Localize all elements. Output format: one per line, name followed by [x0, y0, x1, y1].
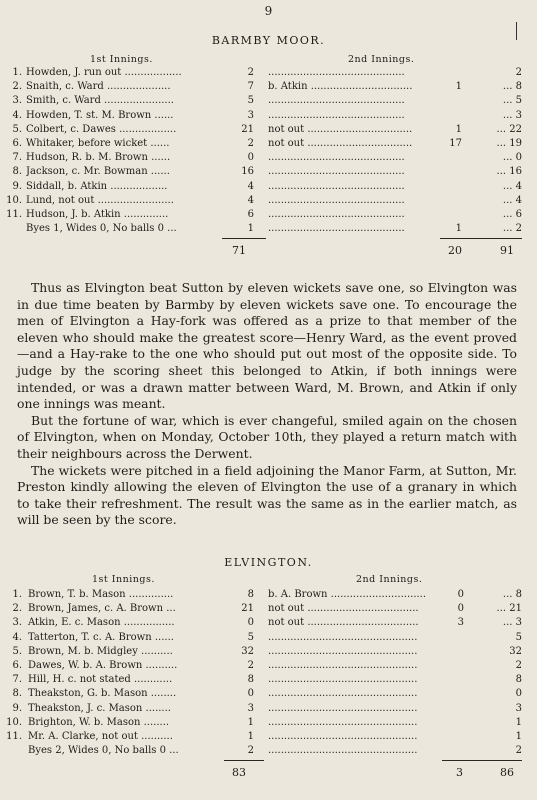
- first-innings-runs: 2: [247, 67, 254, 78]
- second-innings-entry: ...........................................: [268, 180, 405, 192]
- row-number: 1.: [12, 67, 22, 78]
- second-innings-runs: 0: [457, 589, 464, 600]
- first-innings-runs: 0: [247, 688, 254, 700]
- first-innings-runs: 21: [241, 603, 254, 615]
- row-number: 2.: [12, 81, 22, 93]
- second-innings-runs: 1: [455, 81, 462, 93]
- second-innings-entry: ...........................................: [268, 152, 405, 164]
- first-innings-entry: Brighton, W. b. Mason ........: [28, 716, 170, 728]
- second-innings-entry: ...........................................: [268, 223, 405, 235]
- row-number: 8.: [12, 688, 22, 700]
- first-innings-runs: 32: [241, 645, 254, 657]
- first-innings-entry: Brown, James, c. A. Brown ...: [28, 603, 176, 615]
- first-innings-runs: 1: [247, 223, 254, 235]
- row-number: 6.: [12, 138, 22, 149]
- second-innings-entry: ...........................................: [268, 67, 405, 78]
- aggregate-runs: ... 5: [502, 95, 522, 107]
- score-row: [0, 659, 537, 673]
- first-innings-entry: Byes 2, Wides 0, No balls 0 ...: [28, 745, 179, 757]
- first-innings-entry: Lund, not out ........................: [26, 194, 174, 206]
- first-innings-entry: Whitaker, before wicket ......: [26, 138, 170, 149]
- aggregate-runs: ... 0: [502, 152, 522, 164]
- first-innings-entry: Colbert, c. Dawes ..................: [26, 123, 177, 135]
- second-innings-entry: b. Atkin ................................: [268, 81, 413, 93]
- row-number: 5.: [12, 123, 22, 135]
- row-number: 5.: [12, 645, 22, 657]
- first-innings-runs: 2: [247, 138, 254, 149]
- first-innings-entry: Brown, M. b. Midgley ..........: [28, 645, 173, 657]
- row-number: 4.: [12, 109, 22, 121]
- first-innings-entry: Theakston, G. b. Mason ........: [28, 688, 177, 700]
- aggregate-runs: ... 3: [502, 617, 522, 629]
- second-innings-entry: ...............................................: [268, 731, 418, 742]
- second-innings-entry: ...........................................: [268, 109, 405, 121]
- first-innings-runs: 2: [247, 660, 254, 671]
- aggregate-runs: ... 21: [496, 603, 522, 615]
- second-innings-entry: ...........................................: [268, 166, 405, 178]
- barmby-first-total-rule: [222, 238, 266, 239]
- first-innings-runs: 0: [247, 152, 254, 164]
- second-innings-entry: ...............................................: [268, 660, 418, 671]
- aggregate-runs: 1: [515, 716, 522, 728]
- score-row: [0, 673, 537, 687]
- row-number: 11.: [6, 209, 22, 220]
- row-number: 9.: [12, 180, 22, 192]
- first-innings-entry: Hudson, R. b. M. Brown ......: [26, 152, 171, 164]
- barmby-total-first: 71: [232, 244, 246, 257]
- second-innings-runs: 1: [455, 223, 462, 235]
- aggregate-runs: 0: [515, 688, 522, 700]
- second-innings-entry: not out ...................................: [268, 617, 419, 629]
- second-innings-entry: ...............................................: [268, 631, 418, 643]
- first-innings-runs: 0: [247, 617, 254, 629]
- score-row: [0, 94, 537, 108]
- score-row: [0, 66, 537, 80]
- second-innings-entry: ...............................................: [268, 688, 418, 700]
- aggregate-runs: ... 8: [502, 589, 522, 600]
- second-innings-entry: not out ...................................: [268, 603, 419, 615]
- first-innings-entry: Siddall, b. Atkin ..................: [26, 180, 168, 192]
- row-number: 9.: [12, 702, 22, 714]
- row-number: 2.: [12, 603, 22, 615]
- row-number: 10.: [6, 716, 22, 728]
- first-innings-entry: Tatterton, T. c. A. Brown ......: [28, 631, 174, 643]
- elvington-total-second-b: 86: [500, 766, 514, 779]
- elvington-title: ELVINGTON.: [224, 556, 313, 569]
- second-innings-runs: 1: [455, 123, 462, 135]
- aggregate-runs: 1: [515, 731, 522, 742]
- score-row: [0, 631, 537, 645]
- first-innings-runs: 1: [247, 731, 254, 742]
- row-number: 4.: [12, 631, 22, 643]
- elvington-second-total-rule: [442, 760, 522, 761]
- second-innings-entry: ...............................................: [268, 716, 418, 728]
- first-innings-entry: Jackson, c. Mr. Bowman ......: [26, 166, 170, 178]
- barmby-title: BARMBY MOOR.: [211, 34, 326, 47]
- aggregate-runs: 8: [515, 674, 522, 686]
- row-number: 3.: [12, 617, 22, 629]
- score-row: [0, 730, 537, 744]
- first-innings-runs: 16: [241, 166, 254, 178]
- prose-block: [17, 280, 517, 529]
- row-number: 6.: [12, 660, 22, 671]
- score-row: [0, 602, 537, 616]
- barmby-first-innings-heading: 1st Innings.: [90, 54, 153, 65]
- aggregate-runs: 5: [515, 631, 522, 643]
- elvington-total-first: 83: [232, 766, 246, 779]
- first-innings-entry: Hill, H. c. not stated ............: [28, 674, 173, 686]
- first-innings-runs: 4: [247, 194, 254, 206]
- first-innings-runs: 21: [241, 123, 254, 135]
- first-innings-runs: 3: [247, 702, 254, 714]
- score-row: [0, 222, 537, 236]
- aggregate-runs: ... 3: [502, 109, 522, 121]
- aggregate-runs: 3: [515, 702, 522, 714]
- second-innings-runs: 3: [457, 617, 464, 629]
- aggregate-runs: 2: [515, 745, 522, 757]
- barmby-second-innings-heading: 2nd Innings.: [348, 54, 415, 65]
- aggregate-runs: ... 6: [502, 209, 522, 220]
- score-row: [0, 716, 537, 730]
- barmby-total-second-a: 20: [448, 244, 462, 257]
- second-innings-entry: not out .................................: [268, 123, 413, 135]
- score-row: [0, 208, 537, 222]
- aggregate-runs: ... 2: [502, 223, 522, 235]
- paragraph: The wickets were pitched in a field adjoining the Manor Farm, at Sutton, Mr. Preston kindly allowing the eleven of Elvington the use of a granary in which to take their refreshment. The result was the same as in the earlier match, as will be seen by the score.: [17, 462, 517, 528]
- row-number: 11.: [6, 731, 22, 742]
- paragraph: But the fortune of war, which is ever changeful, smiled again on the chosen of Elvington, when on Monday, October 10th, they played a return match with their neighbours across the Derwent.: [17, 412, 517, 461]
- score-row: [0, 194, 537, 208]
- first-innings-entry: Brown, T. b. Mason ..............: [28, 589, 174, 600]
- second-innings-entry: ...........................................: [268, 95, 405, 107]
- first-innings-runs: 5: [247, 631, 254, 643]
- first-innings-entry: Byes 1, Wides 0, No balls 0 ...: [26, 223, 177, 235]
- score-row: [0, 165, 537, 179]
- score-row: [0, 80, 537, 94]
- second-innings-entry: ...............................................: [268, 645, 418, 657]
- aggregate-runs: ... 8: [502, 81, 522, 93]
- elvington-first-total-rule: [224, 760, 264, 761]
- first-innings-runs: 5: [247, 95, 254, 107]
- first-innings-runs: 8: [247, 589, 254, 600]
- row-number: 7.: [12, 152, 22, 164]
- first-innings-entry: Hudson, J. b. Atkin ..............: [26, 209, 169, 220]
- row-number: 7.: [12, 674, 22, 686]
- aggregate-runs: 2: [515, 660, 522, 671]
- second-innings-entry: b. A. Brown ..............................: [268, 589, 427, 600]
- score-row: [0, 744, 537, 758]
- first-innings-entry: Atkin, E. c. Mason ................: [28, 617, 175, 629]
- score-row: [0, 180, 537, 194]
- first-innings-runs: 8: [247, 674, 254, 686]
- barmby-total-second-b: 91: [500, 244, 514, 257]
- first-innings-entry: Howden, J. run out ..................: [26, 67, 182, 78]
- barmby-second-total-rule: [440, 238, 522, 239]
- second-innings-entry: ...............................................: [268, 745, 418, 757]
- second-innings-entry: not out .................................: [268, 138, 413, 149]
- second-innings-runs: 0: [457, 603, 464, 615]
- first-innings-entry: Smith, c. Ward ......................: [26, 95, 174, 107]
- first-innings-entry: Snaith, c. Ward ....................: [26, 81, 171, 93]
- first-innings-runs: 2: [247, 745, 254, 757]
- second-innings-entry: ...........................................: [268, 209, 405, 220]
- second-innings-entry: ...............................................: [268, 702, 418, 714]
- first-innings-runs: 6: [247, 209, 254, 220]
- aggregate-runs: ... 4: [502, 194, 522, 206]
- first-innings-entry: Mr. A. Clarke, not out ..........: [28, 731, 173, 742]
- first-innings-runs: 1: [247, 716, 254, 728]
- row-number: 3.: [12, 95, 22, 107]
- first-innings-entry: Howden, T. st. M. Brown ......: [26, 109, 174, 121]
- row-number: 10.: [6, 194, 22, 206]
- score-row: [0, 109, 537, 123]
- first-innings-runs: 3: [247, 109, 254, 121]
- aggregate-runs: 2: [515, 67, 522, 78]
- aggregate-runs: ... 4: [502, 180, 522, 192]
- score-row: [0, 151, 537, 165]
- aggregate-runs: ... 19: [496, 138, 522, 149]
- score-row: [0, 137, 537, 151]
- paragraph: Thus as Elvington beat Sutton by eleven wickets save one, so Elvington was in due time beaten by Barmby by eleven wickets save one. To encourage the men of Elvington a Hay-fork was offered as a prize to that member of the eleven who should make the greatest score—Henry Ward, as the event proved—and a Hay-rake to the one who should put out most of the opposite side. To judge by the scoring sheet this belonged to Atkin, if both innings were intended, or was a drawn matter between Ward, M. Brown, and Atkin if only one innings was meant.: [17, 280, 517, 412]
- score-row: [0, 702, 537, 716]
- first-innings-entry: Theakston, J. c. Mason ........: [28, 702, 171, 714]
- score-row: [0, 123, 537, 137]
- elvington-second-innings-heading: 2nd Innings.: [356, 574, 423, 585]
- first-innings-runs: 7: [247, 81, 254, 93]
- elvington-first-innings-heading: 1st Innings.: [92, 574, 155, 585]
- score-row: [0, 588, 537, 602]
- aggregate-runs: 32: [509, 645, 522, 657]
- second-innings-entry: ...........................................: [268, 194, 405, 206]
- first-innings-runs: 4: [247, 180, 254, 192]
- aggregate-runs: ... 16: [496, 166, 522, 178]
- second-innings-entry: ...............................................: [268, 674, 418, 686]
- aggregate-runs: ... 22: [496, 123, 522, 135]
- row-number: 1.: [12, 589, 22, 600]
- elvington-total-second-a: 3: [456, 766, 463, 779]
- score-row: [0, 616, 537, 630]
- score-row: [0, 687, 537, 701]
- row-number: 8.: [12, 166, 22, 178]
- first-innings-entry: Dawes, W. b. A. Brown ..........: [28, 660, 178, 671]
- score-row: [0, 645, 537, 659]
- second-innings-runs: 17: [449, 138, 462, 149]
- page-number: 9: [264, 4, 273, 18]
